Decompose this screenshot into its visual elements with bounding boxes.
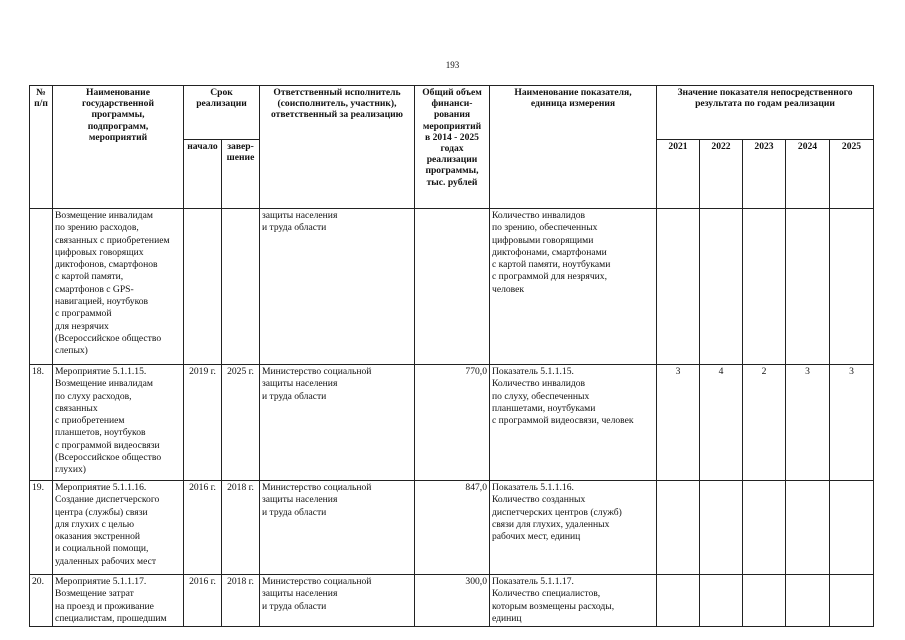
row-indicator: Показатель 5.1.1.17. Количество специалистов, которым возмещены расходы, единиц — [490, 575, 657, 627]
row-executor: Министерство социальной защиты населения и труда области — [260, 481, 415, 575]
row-value — [657, 481, 700, 575]
row-value — [830, 575, 874, 627]
table-row — [30, 575, 874, 627]
header-values: Значение показателя непосредственного результата по годам реализации — [657, 86, 874, 140]
table-row — [30, 481, 874, 575]
row-name: Мероприятие 5.1.1.16. Создание диспетчерского центра (службы) связи для глухих с целью оказания экстренной и социальной помощи, удаленных рабочих мест — [53, 481, 184, 575]
row-volume: 300,0 — [415, 575, 490, 627]
row-indicator: Количество инвалидов по зрению, обеспеченных цифровыми говорящими диктофонами, смартфонами с картой памяти, ноутбуками с программой для незрячих, человек — [490, 209, 657, 365]
row-value — [657, 575, 700, 627]
header-year: 2023 — [743, 140, 786, 209]
row-start — [184, 209, 222, 365]
row-volume: 770,0 — [415, 365, 490, 481]
row-name: Мероприятие 5.1.1.17. Возмещение затрат на проезд и проживание специалистам, прошедшим — [53, 575, 184, 627]
row-volume: 847,0 — [415, 481, 490, 575]
row-value: 2 — [743, 365, 786, 481]
row-end: 2025 г. — [222, 365, 260, 481]
row-num: 18. — [30, 365, 53, 481]
row-value — [657, 209, 700, 365]
row-value — [830, 209, 874, 365]
header-indicator: Наименование показателя, единица измерения — [490, 86, 657, 209]
row-executor: защиты населения и труда области — [260, 209, 415, 365]
row-start: 2019 г. — [184, 365, 222, 481]
program-table — [29, 85, 874, 627]
row-value — [700, 209, 743, 365]
row-value — [786, 575, 830, 627]
row-start: 2016 г. — [184, 481, 222, 575]
row-indicator: Показатель 5.1.1.15. Количество инвалидов по слуху, обеспеченных планшетами, ноутбуками с программой видеосвязи, человек — [490, 365, 657, 481]
row-value: 3 — [786, 365, 830, 481]
page-number: 193 — [445, 60, 460, 70]
header-year: 2022 — [700, 140, 743, 209]
row-end — [222, 209, 260, 365]
header-num: № п/п — [30, 86, 53, 209]
row-value — [830, 481, 874, 575]
header-period: Срок реализации — [184, 86, 260, 140]
header-period-end: завер- шение — [222, 140, 260, 209]
row-value — [786, 209, 830, 365]
row-end: 2018 г. — [222, 575, 260, 627]
row-value: 4 — [700, 365, 743, 481]
header-executor: Ответственный исполнитель (соисполнитель, участник), ответственный за реализацию — [260, 86, 415, 209]
row-name: Возмещение инвалидам по зрению расходов, связанных с приобретением цифровых говорящих диктофонов, смартфонов с картой памяти, смартфонов с GPS- навигацией, ноутбуков с программой для незрячих (Всероссийское общество слепых) — [53, 209, 184, 365]
row-start: 2016 г. — [184, 575, 222, 627]
row-value: 3 — [657, 365, 700, 481]
row-name: Мероприятие 5.1.1.15. Возмещение инвалидам по слуху расходов, связанных с приобретением планшетов, ноутбуков с программой видеосвязи (Всероссийское общество глухих) — [53, 365, 184, 481]
row-value — [700, 481, 743, 575]
row-executor: Министерство социальной защиты населения и труда области — [260, 575, 415, 627]
row-volume — [415, 209, 490, 365]
row-num: 20. — [30, 575, 53, 627]
table-row — [30, 209, 874, 365]
row-num: 19. — [30, 481, 53, 575]
row-num — [30, 209, 53, 365]
header-name: Наименование государственной программы, подпрограмм, мероприятий — [53, 86, 184, 209]
row-value — [700, 575, 743, 627]
row-value — [743, 575, 786, 627]
header-year: 2024 — [786, 140, 830, 209]
row-value: 3 — [830, 365, 874, 481]
row-executor: Министерство социальной защиты населения и труда области — [260, 365, 415, 481]
table-row — [30, 365, 874, 481]
header-volume: Общий объем финанси- рования мероприятий в 2014 - 2025 годах реализации программы, тыс. рублей — [415, 86, 490, 209]
row-end: 2018 г. — [222, 481, 260, 575]
header-year: 2025 — [830, 140, 874, 209]
header-period-start: начало — [184, 140, 222, 209]
header-year: 2021 — [657, 140, 700, 209]
row-indicator: Показатель 5.1.1.16. Количество созданных диспетчерских центров (служб) связи для глухих, удаленных рабочих мест, единиц — [490, 481, 657, 575]
row-value — [743, 481, 786, 575]
row-value — [743, 209, 786, 365]
row-value — [786, 481, 830, 575]
